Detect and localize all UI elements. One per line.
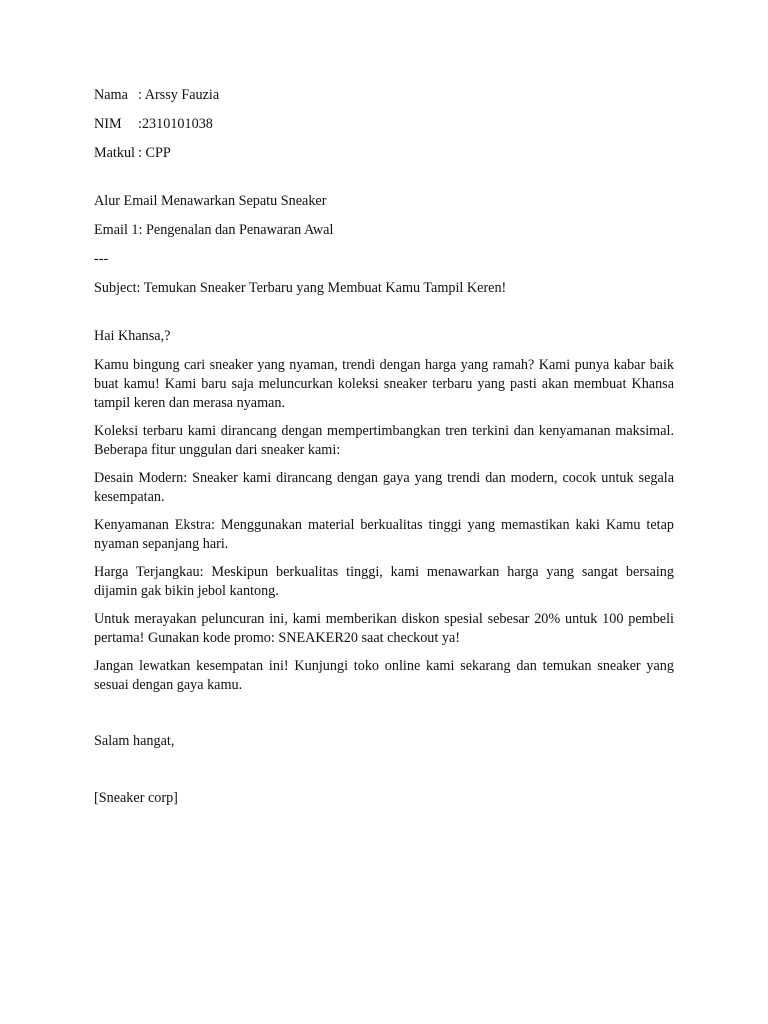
course-value: : CPP xyxy=(138,145,171,161)
course-label: Matkul xyxy=(94,145,135,161)
nim-label: NIM xyxy=(94,116,122,132)
email-subject: Subject: Temukan Sneaker Terbaru yang Membuat Kamu Tampil Keren! xyxy=(94,280,507,296)
body-paragraph: Kenyamanan Ekstra: Menggunakan material berkualitas tinggi yang memastikan kaki Kamu tetap nyaman sepanjang hari. xyxy=(94,517,674,552)
name-label: Nama xyxy=(94,87,128,103)
body-paragraph: Kamu bingung cari sneaker yang nyaman, trendi dengan harga yang ramah? Kami punya kabar baik buat kamu! Kami baru saja meluncurkan koleksi sneaker terbaru yang pasti akan membuat Khansa tampil keren dan merasa nyaman. xyxy=(94,357,674,411)
document-title: Alur Email Menawarkan Sepatu Sneaker xyxy=(94,193,327,209)
email-label: Email 1: Pengenalan dan Penawaran Awal xyxy=(94,222,334,238)
document-content xyxy=(94,86,674,818)
body-paragraph: Desain Modern: Sneaker kami dirancang dengan gaya yang trendi dan modern, cocok untuk segala kesempatan. xyxy=(94,470,674,505)
email-closing: Salam hangat, xyxy=(94,733,175,749)
nim-value: :2310101038 xyxy=(138,116,213,132)
name-value: : Arssy Fauzia xyxy=(138,87,220,103)
spacer xyxy=(94,761,674,789)
course-row xyxy=(94,144,674,163)
divider-text: --- xyxy=(94,251,109,267)
body-paragraph: Harga Terjangkau: Meskipun berkualitas tinggi, kami menawarkan harga yang sangat bersaing dijamin gak bikin jebol kantong. xyxy=(94,564,674,599)
spacer xyxy=(94,704,674,732)
email-greeting: Hai Khansa,? xyxy=(94,328,171,344)
body-paragraph: Untuk merayakan peluncuran ini, kami memberikan diskon spesial sebesar 20% untuk 100 pembeli pertama! Gunakan kode promo: SNEAKER20 saat checkout ya! xyxy=(94,611,674,646)
spacer xyxy=(94,308,674,327)
student-name-row xyxy=(94,86,674,105)
body-paragraph: Jangan lewatkan kesempatan ini! Kunjungi toko online kami sekarang dan temukan sneaker yang sesuai dengan gaya kamu. xyxy=(94,658,674,693)
body-paragraph: Koleksi terbaru kami dirancang dengan mempertimbangkan tren terkini dan kenyamanan maksimal. Beberapa fitur unggulan dari sneaker kami: xyxy=(94,423,674,458)
email-signature: [Sneaker corp] xyxy=(94,790,178,806)
spacer xyxy=(94,173,674,192)
student-nim-row xyxy=(94,115,674,134)
